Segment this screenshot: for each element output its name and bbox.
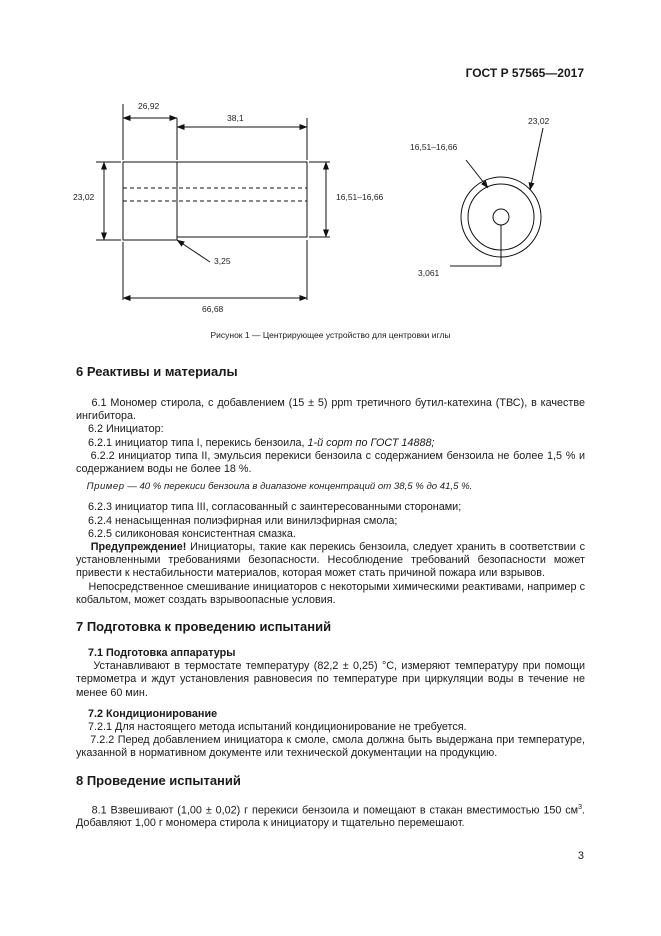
- para-6-1: 6.1 Мономер стирола, с добавлением (15 ± 5) ppm третичного бутил-катехина (ТВС), в качестве ингибитора.: [76, 397, 585, 423]
- para-6-2-4: 6.2.4 ненасыщенная полиэфирная или винилэфирная смола;: [88, 514, 398, 527]
- para-6-2-1: 6.2.1 инициатор типа I, перекись бензоила, 1-й сорт по ГОСТ 14888;: [88, 436, 435, 449]
- figure-caption: Рисунок 1 — Центрирующее устройство для центровки иглы: [210, 330, 451, 340]
- para-7-1: Устанавливают в термостате температуру (82,2 ± 0,25) °С, измеряют температуру при помощи термометра и ждут установления равновесия по температуре при циркуляции воды в течение не менее 60 мин.: [76, 660, 585, 699]
- section-8-title: 8 Проведение испытаний: [76, 772, 241, 788]
- narrow-section: [177, 162, 307, 237]
- page-number: 3: [577, 850, 584, 862]
- centering-device-figure: [0, 0, 661, 340]
- dim-3-25: 3,25: [214, 256, 231, 266]
- dim-16-51-right: 16,51–16,66: [410, 142, 458, 152]
- needle-hole: [493, 209, 509, 225]
- subsection-7-1-title: 7.1 Подготовка аппаратуры: [88, 647, 236, 660]
- dim-23-02-left: 23,02: [73, 192, 95, 202]
- para-8-1: 8.1 Взвешивают (1,00 ± 0,02) г перекиси бензоила и помещают в стакан вместимостью 150 $см^3$. Добавляют 1,00 г мономера стирола к инициатору и тщательно перемешают.: [76, 803, 585, 830]
- dim-16-51-left: 16,51–16,66: [336, 192, 384, 202]
- para-6-2-3: 6.2.3 инициатор типа III, согласованный с заинтересованными сторонами;: [88, 501, 462, 514]
- dim-38-1: 38,1: [227, 113, 244, 123]
- dim-66-68: 66,68: [202, 304, 224, 314]
- para-7-2-2: 7.2.2 Перед добавлением инициатора к смоле, смола должна быть выдержана при температуре, указанной в нормативном документе или технической документации на продукцию.: [76, 734, 586, 760]
- dim-3-061: 3,061: [418, 268, 440, 278]
- example-note: Пример — 40 % перекиси бензоила в диапазоне концентраций от 38,5 % до 41,5 %.: [86, 481, 473, 493]
- para-6-2-5: 6.2.5 силиконовая консистентная смазка.: [88, 527, 296, 540]
- para-6-2: 6.2 Инициатор:: [88, 423, 164, 436]
- direct-mixing-paragraph: Непосредственное смешивание инициаторов с некоторыми химическими реактивами, например с кобальтом, может создать взрывоопасные условия.: [76, 580, 585, 606]
- dim-23-02-right: 23,02: [528, 116, 550, 126]
- section-6-title: 6 Реактивы и материалы: [76, 364, 238, 379]
- warning-paragraph: Предупреждение! Инициаторы, такие как перекись бензоила, следует хранить в соответствии с установленными требованиями безопасности. Несоблюдение требований безопасности может привести к нестабильности материалов, которая может стать причиной пожара или взрывов.: [76, 541, 585, 580]
- section-7-title: 7 Подготовка к проведению испытаний: [76, 619, 332, 635]
- para-7-2-1: 7.2.1 Для настоящего метода испытаний кондиционирование не требуется.: [88, 721, 467, 734]
- standard-header: ГОСТ Р 57565—2017: [465, 66, 584, 80]
- para-6-2-2: 6.2.2 инициатор типа II, эмульсия перекиси бензоила с содержанием бензоила не более 1,5 % и содержанием воды не более 18 %.: [76, 449, 585, 476]
- subsection-7-2-title: 7.2 Кондиционирование: [88, 707, 218, 720]
- main-content: [76, 364, 585, 831]
- dim-26-92: 26,92: [138, 101, 160, 111]
